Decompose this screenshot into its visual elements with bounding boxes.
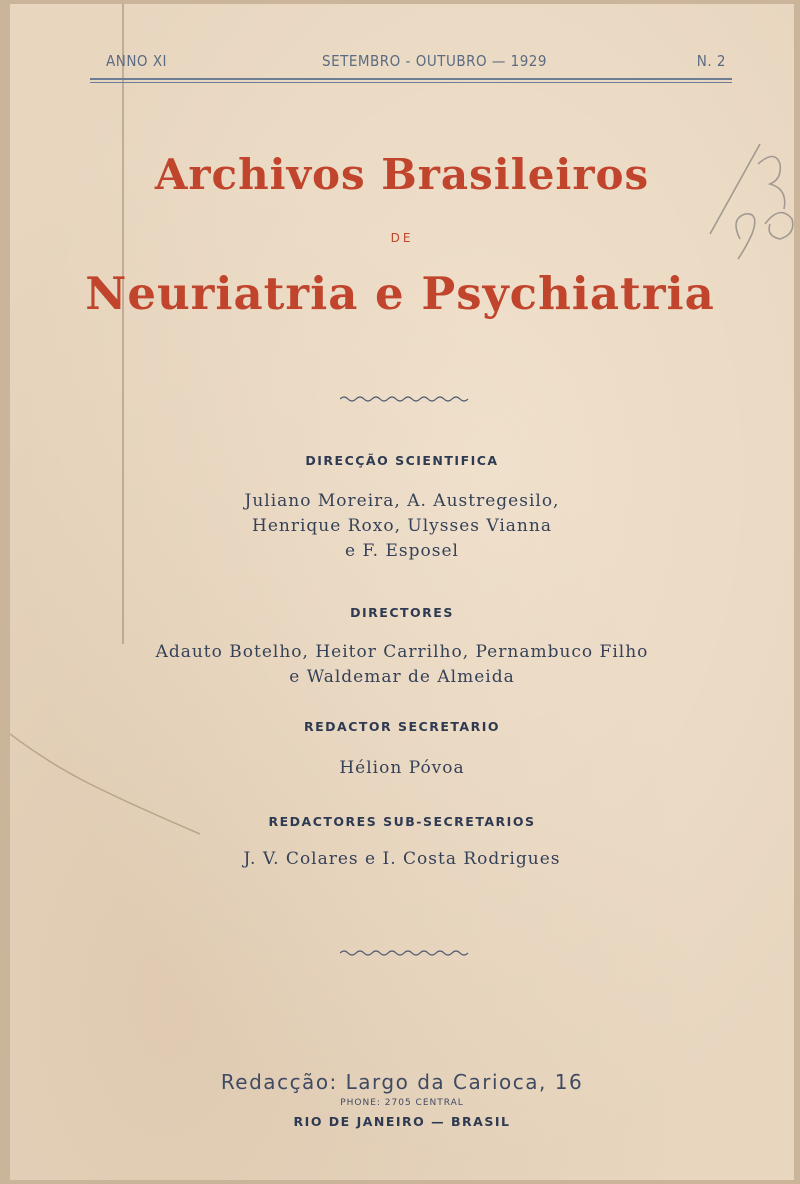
- name-line: Hélion Póvoa: [339, 758, 465, 778]
- issue-year: ANNO XI: [106, 52, 168, 70]
- sub-secretaries-names: [10, 847, 794, 872]
- name-line: e F. Esposel: [345, 541, 459, 561]
- name-line: J. V. Colares e I. Costa Rodrigues: [243, 849, 561, 869]
- issue-date: SETEMBRO - OUTUBRO — 1929: [322, 52, 547, 70]
- journal-title-line-2: Neuriatria e Psychiatria: [85, 267, 715, 320]
- editorial-city: RIO DE JANEIRO — BRASIL: [293, 1114, 511, 1129]
- scientific-direction-names: [10, 489, 794, 564]
- editorial-phone: PHONE: 2705 CENTRAL: [340, 1098, 464, 1108]
- annotation-text: 15/20: [750, 274, 753, 275]
- ornament-squiggle-bottom: [340, 949, 470, 957]
- journal-title-line-1: Archivos Brasileiros: [154, 150, 650, 199]
- name-line: Henrique Roxo, Ulysses Vianna: [252, 516, 552, 536]
- section-heading-directors: DIRECTORES: [350, 605, 454, 620]
- name-line: Adauto Botelho, Heitor Carrilho, Pernambuco Filho: [155, 642, 649, 662]
- name-line: e Waldemar de Almeida: [289, 667, 515, 687]
- ornament-squiggle-top: [340, 395, 470, 403]
- editorial-address: Redacção: Largo da Carioca, 16: [220, 1070, 584, 1094]
- section-heading-scientific-direction: DIRECÇÃO SCIENTIFICA: [305, 453, 499, 468]
- secretary-name: [10, 756, 794, 781]
- header-rule-bottom: [90, 82, 732, 83]
- issue-header: [90, 52, 732, 74]
- issue-number: N. 2: [696, 52, 726, 70]
- section-heading-secretary: REDACTOR SECRETARIO: [303, 719, 501, 734]
- journal-cover: [10, 4, 794, 1180]
- section-heading-sub-secretaries: REDACTORES SUB-SECRETARIOS: [268, 814, 536, 829]
- directors-names: [10, 640, 794, 690]
- journal-title-connector: DE: [390, 231, 414, 245]
- name-line: Juliano Moreira, A. Austregesilo,: [244, 491, 560, 511]
- handwritten-pencil-annotation: [700, 124, 794, 284]
- header-rule-top: [90, 78, 732, 80]
